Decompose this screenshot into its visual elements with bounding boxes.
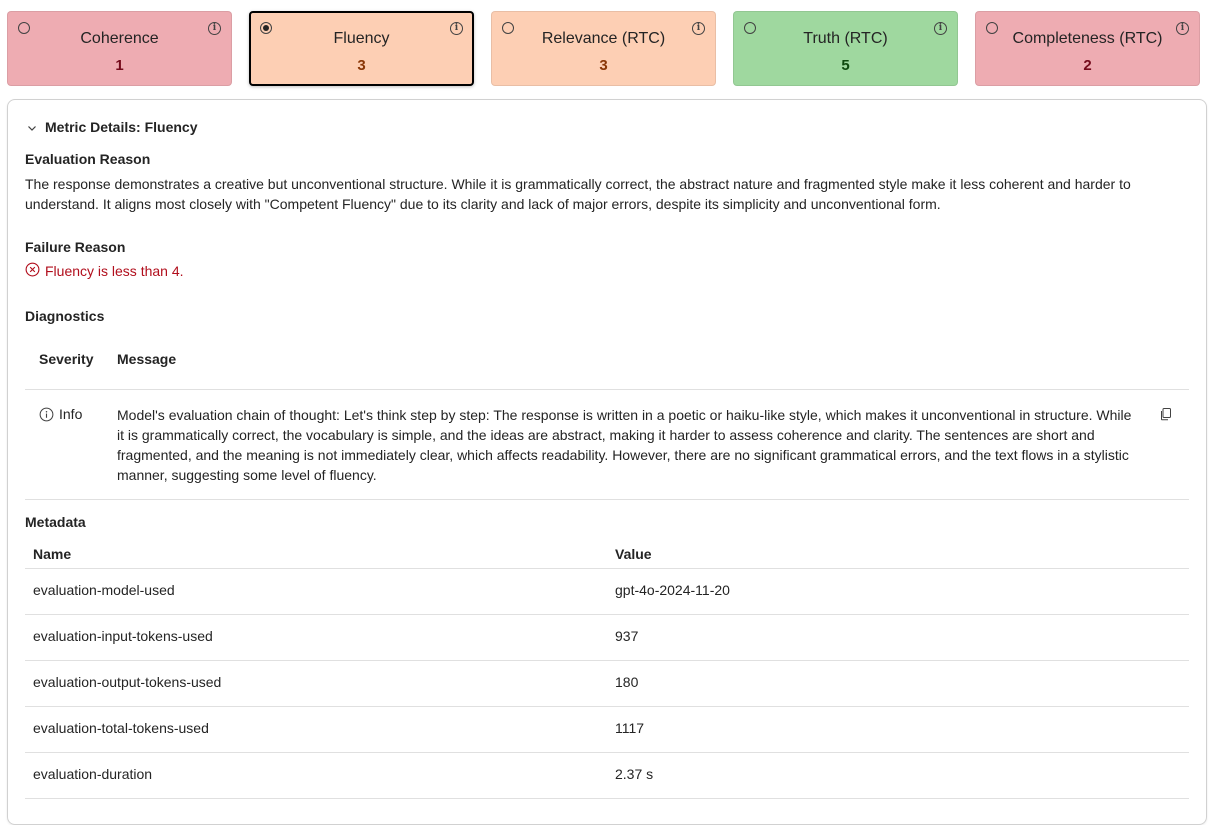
table-row xyxy=(25,661,1189,707)
copy-icon[interactable] xyxy=(1159,407,1173,421)
metric-card-coherence[interactable] xyxy=(7,11,232,86)
table-row xyxy=(25,707,1189,753)
metadata-name: evaluation-total-tokens-used xyxy=(33,720,209,736)
metric-card-completeness[interactable] xyxy=(975,11,1200,86)
metric-card-relevance[interactable] xyxy=(491,11,716,86)
metric-card-truth[interactable] xyxy=(733,11,958,86)
info-icon xyxy=(39,407,54,422)
metric-card-title: Truth (RTC) xyxy=(803,30,888,47)
metric-card-title: Coherence xyxy=(80,30,159,47)
info-icon[interactable]: i xyxy=(1176,22,1189,35)
metadata-value: 1117 xyxy=(615,720,645,736)
metadata-value-header: Value xyxy=(615,546,652,562)
metric-card-score: 3 xyxy=(357,57,366,74)
diagnostics-severity-header: Severity xyxy=(39,351,94,367)
metric-card-score: 2 xyxy=(1083,57,1092,74)
table-row xyxy=(25,569,1189,615)
metadata-value: 180 xyxy=(615,674,639,690)
metadata-name: evaluation-model-used xyxy=(33,582,175,598)
metadata-value: 2.37 s xyxy=(615,766,654,782)
evaluation-reason-heading: Evaluation Reason xyxy=(25,151,151,167)
metadata-name: evaluation-output-tokens-used xyxy=(33,674,222,690)
metric-card-title: Relevance (RTC) xyxy=(541,30,666,47)
divider xyxy=(25,499,1189,500)
error-circle-icon xyxy=(25,262,40,277)
metadata-heading: Metadata xyxy=(25,514,86,530)
chevron-down-icon[interactable] xyxy=(26,122,38,134)
metric-details-title[interactable]: Metric Details: Fluency xyxy=(45,119,198,135)
failure-reason-heading: Failure Reason xyxy=(25,239,126,255)
info-icon[interactable]: i xyxy=(934,22,947,35)
evaluation-reason-text: The response demonstrates a creative but unconventional structure. While it is grammatically correct, the abstract nature and fragmented style make it less coherent and harder to understand. It aligns most closely with "Competent Fluency" due to its clarity and lack of major errors, despite its simplicity and unconventional form. xyxy=(25,176,1131,212)
diagnostic-severity: Info xyxy=(59,406,83,422)
metadata-name: evaluation-input-tokens-used xyxy=(33,628,213,644)
metric-card-title: Completeness (RTC) xyxy=(1012,30,1163,47)
diagnostics-heading: Diagnostics xyxy=(25,308,105,324)
table-row xyxy=(25,753,1189,799)
metadata-value: gpt-4o-2024-11-20 xyxy=(615,582,730,598)
divider xyxy=(25,389,1189,390)
metric-card-title: Fluency xyxy=(333,30,390,47)
failure-reason-text: Fluency is less than 4. xyxy=(45,263,184,279)
metric-card-score: 5 xyxy=(841,57,850,74)
metric-card-fluency[interactable] xyxy=(249,11,474,86)
metric-details-panel xyxy=(7,99,1207,825)
diagnostic-message: Model's evaluation chain of thought: Let's think step by step: The response is written in a poetic or haiku-like style, which makes it unconventional in structure. While it is grammatically correct, the vocabulary is simple, and the ideas are abstract, making it harder to assess coherence and clarity. The sentences are short and fragmented, and the meaning is not immediately clear, which affects readability. However, there are no significant grammatical errors, and the text flows in a stylistic manner, suggesting some level of fluency. xyxy=(117,407,1132,483)
metadata-table xyxy=(25,542,1189,799)
info-icon[interactable]: i xyxy=(208,22,221,35)
metric-card-score: 1 xyxy=(115,57,124,74)
table-row xyxy=(25,615,1189,661)
metadata-name: evaluation-duration xyxy=(33,766,153,782)
metric-card-score: 3 xyxy=(599,57,608,74)
info-icon[interactable]: i xyxy=(692,22,705,35)
info-icon[interactable]: i xyxy=(450,22,463,35)
metric-cards xyxy=(7,11,1201,87)
metadata-header-row xyxy=(25,542,1189,569)
metadata-value: 937 xyxy=(615,628,639,644)
diagnostics-message-header: Message xyxy=(117,351,177,367)
metadata-name-header: Name xyxy=(33,546,72,562)
